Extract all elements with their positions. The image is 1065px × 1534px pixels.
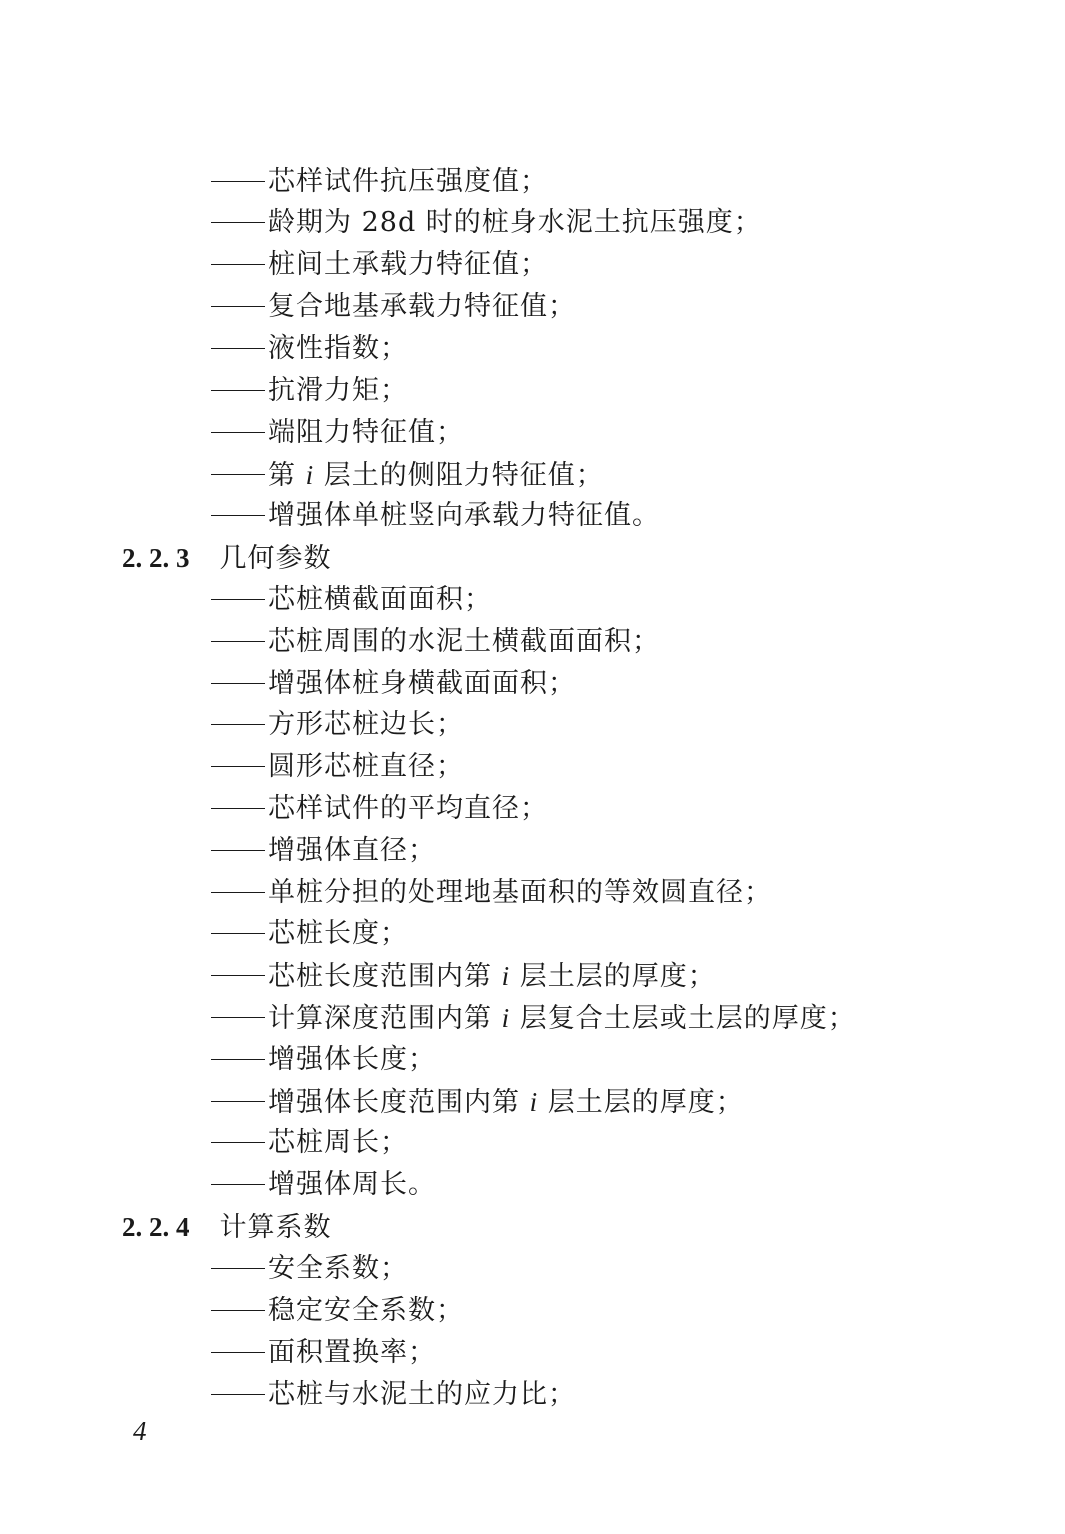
em-dash [211,264,265,265]
symbol-description: 增强体单桩竖向承载力特征值。 [268,500,660,531]
em-dash [211,1017,265,1018]
symbol-description: 端阻力特征值； [268,417,464,448]
symbol-description: 增强体周长。 [268,1169,436,1200]
symbol-description: 面积置换率； [268,1337,436,1368]
section-heading [122,537,332,580]
symbol-description: 芯桩周围的水泥土横截面面积； [268,626,660,657]
symbol-description: 抗滑力矩； [268,375,408,406]
em-dash [211,808,265,809]
symbol-description: 增强体桩身横截面面积； [268,668,576,699]
symbol-description: 芯桩长度范围内第 i 层土层的厚度； [268,961,716,992]
symbol-description: 计算深度范围内第 i 层复合土层或土层的厚度； [268,1003,856,1034]
section-title: 计算系数 [219,1212,332,1243]
symbol-description: 复合地基承载力特征值； [268,291,576,322]
em-dash [211,1184,265,1185]
em-dash [211,515,265,516]
em-dash [211,724,265,725]
em-dash [211,306,265,307]
symbol-description: 桩间土承载力特征值； [268,249,548,280]
em-dash [211,1394,265,1395]
em-dash [211,892,265,893]
em-dash [211,1352,265,1353]
em-dash [211,766,265,767]
symbol-description: 芯桩横截面面积； [268,584,492,615]
section-title: 几何参数 [219,543,332,574]
symbol-description: 方形芯桩边长； [268,709,464,740]
section-heading [122,1206,332,1249]
page-number: 4 [133,1416,147,1446]
em-dash [211,222,265,223]
em-dash [211,390,265,391]
symbol-description: 芯样试件的平均直径； [268,793,548,824]
symbol-description: 芯样试件抗压强度值； [268,166,548,197]
em-dash [211,850,265,851]
em-dash [211,975,265,976]
em-dash [211,1059,265,1060]
em-dash [211,348,265,349]
em-dash [211,641,265,642]
section-number: 2. 2. 4 [122,1212,190,1242]
em-dash [211,1268,265,1269]
em-dash [211,599,265,600]
section-number: 2. 2. 3 [122,543,190,573]
symbol-description: 稳定安全系数； [268,1295,464,1326]
symbol-description: 增强体直径； [268,835,436,866]
em-dash [211,432,265,433]
em-dash [211,933,265,934]
em-dash [211,1310,265,1311]
symbol-description: 龄期为 28d 时的桩身水泥土抗压强度； [268,207,762,238]
symbol-description: 圆形芯桩直径； [268,751,464,782]
symbol-description: 增强体长度； [268,1044,436,1075]
em-dash [211,1142,265,1143]
symbol-description: 增强体长度范围内第 i 层土层的厚度； [268,1087,744,1118]
symbol-description: 安全系数； [268,1253,408,1284]
symbol-description: 液性指数； [268,333,408,364]
em-dash [211,683,265,684]
symbol-description: 芯桩周长； [268,1127,408,1158]
symbol-description: 单桩分担的处理地基面积的等效圆直径； [268,877,772,908]
em-dash [211,181,265,182]
em-dash [211,1101,265,1102]
em-dash [211,474,265,475]
symbol-description: 第 i 层土的侧阻力特征值； [268,460,604,491]
symbol-description: 芯桩与水泥土的应力比； [268,1379,576,1410]
symbol-description: 芯桩长度； [268,918,408,949]
